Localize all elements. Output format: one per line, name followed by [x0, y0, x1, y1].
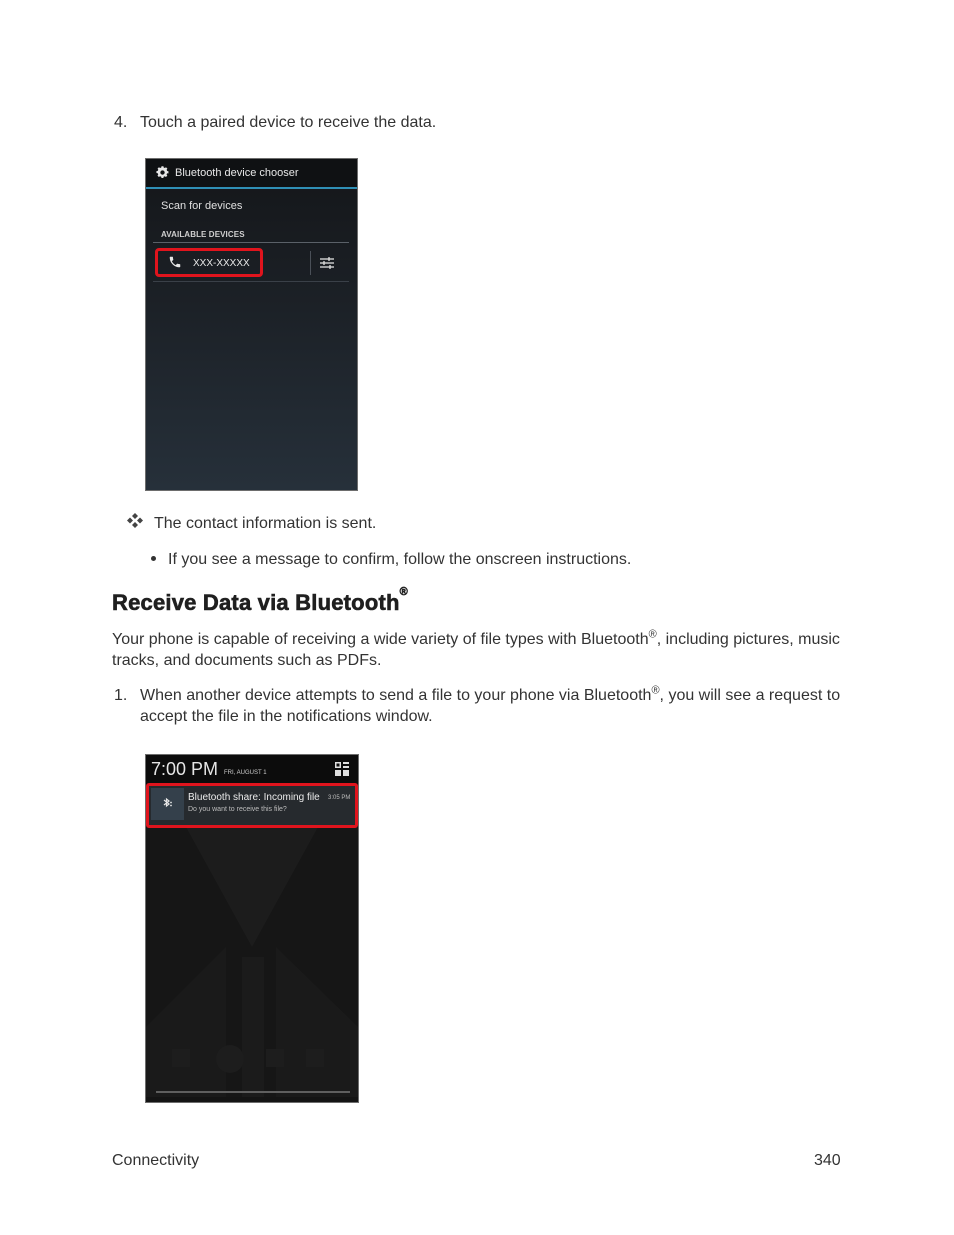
bullet-dot	[151, 556, 156, 561]
quick-settings-icon[interactable]	[334, 761, 350, 777]
step-text: When another device attempts to send a file to your phone via Bluetooth®, you will see a request to accept the file in the notifications window.	[140, 684, 841, 725]
wallpaper-background	[146, 827, 358, 1097]
section-heading: Receive Data via Bluetooth®	[112, 586, 408, 615]
step-number: 1.	[114, 687, 128, 704]
drawer-handle[interactable]	[156, 1091, 350, 1093]
notification-subtitle: Do you want to receive this file?	[188, 806, 287, 813]
notification-title: Bluetooth share: Incoming file	[188, 792, 320, 803]
section-paragraph: Your phone is capable of receiving a wide variety of file types with Bluetooth®, including pictures, music tracks, and documents such as PDFs.	[112, 628, 840, 669]
available-devices-label: AVAILABLE DEVICES	[161, 230, 245, 239]
dialog-title: Bluetooth device chooser	[175, 167, 299, 179]
row-divider	[153, 281, 349, 282]
bullet-text: If you see a message to confirm, follow the onscreen instructions.	[168, 551, 632, 568]
notifications-screenshot	[145, 754, 359, 1103]
step-text: Touch a paired device to receive the data.	[140, 114, 437, 131]
paired-device-item[interactable]: XXX-XXXXX	[193, 258, 250, 269]
footer-section-name: Connectivity	[112, 1152, 200, 1169]
gear-icon	[155, 165, 170, 180]
device-highlight-box	[155, 248, 263, 277]
clock: 7:00 PM	[151, 759, 219, 779]
result-diamonds-icon	[126, 513, 144, 529]
notification-highlight-box	[146, 783, 358, 828]
device-settings-icon[interactable]	[319, 256, 335, 270]
page-number: 340	[814, 1152, 841, 1169]
notification-time: 3:05 PM	[328, 795, 351, 801]
section-divider	[153, 242, 349, 243]
date: FRI, AUGUST 1	[224, 770, 267, 776]
result-text: The contact information is sent.	[154, 515, 377, 532]
vertical-divider	[310, 251, 311, 275]
step-number: 4.	[114, 114, 128, 131]
bluetooth-device-chooser-screenshot	[145, 158, 358, 491]
scan-for-devices-button[interactable]: Scan for devices	[161, 200, 243, 212]
